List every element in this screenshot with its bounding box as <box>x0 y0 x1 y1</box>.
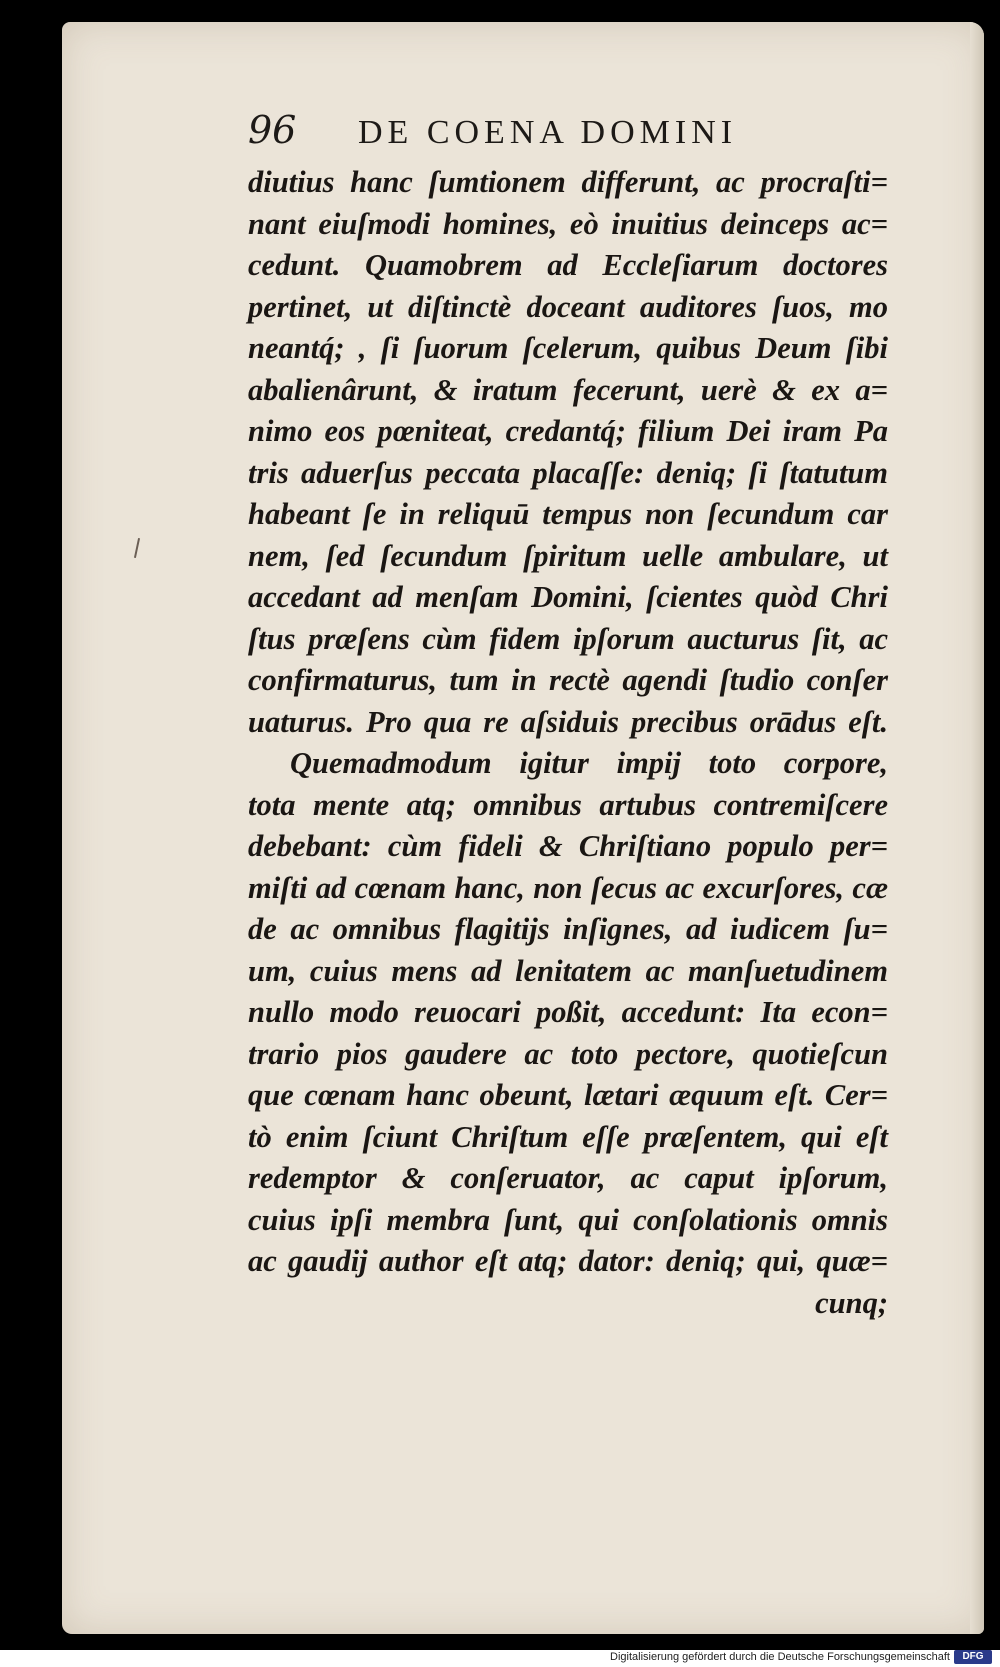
text-line: trario pios gaudere ac toto pectore, quotieſcun <box>248 1036 888 1071</box>
text-line: confirmaturus, tum in rectè agendi ſtudio conſer <box>248 663 888 697</box>
text-line: pertinet, ut diſtinctè doceant auditores ſuos, mo <box>248 289 888 324</box>
text-line: habeant ſe in reliquū tempus non ſecundum car <box>248 497 888 531</box>
text-line: tò enim ſciunt Chriſtum eſſe præſentem, qui eſt <box>248 1119 888 1154</box>
text-line: ac gaudij author eſt atq; dator: deniq; qui, quæ= <box>248 1244 888 1278</box>
text-line: que cœnam hanc obeunt, lætari æquum eſt. Cer= <box>248 1078 888 1112</box>
text-line: debebant: cùm fideli & Chriſtiano populo per= <box>248 829 888 863</box>
catchword: cunq; <box>815 1285 888 1320</box>
text-line: abalienârunt, & iratum fecerunt, uerè & ex a= <box>248 372 888 407</box>
running-head <box>248 108 848 158</box>
text-line: diutius hanc ſumtionem differunt, ac procraſti= <box>248 165 888 199</box>
text-line: nem, ſed ſecundum ſpiritum uelle ambulare, ut <box>248 538 888 573</box>
text-line: cedunt. Quamobrem ad Eccleſiarum doctores <box>248 248 888 282</box>
text-line: miſti ad cœnam hanc, non ſecus ac excurſores, cæ <box>248 870 888 905</box>
text-line: de ac omnibus flagitijs inſignes, ad iudicem ſu= <box>248 912 888 946</box>
page-number: 96 <box>248 108 297 152</box>
body-text <box>248 162 888 1324</box>
page-edge <box>970 22 984 1634</box>
text-line: neantq́; , ſi ſuorum ſcelerum, quibus Deum ſibi <box>248 331 888 365</box>
text-line: nullo modo reuocari poßit, accedunt: Ita econ= <box>248 995 888 1029</box>
text-line: redemptor & conſeruator, ac caput ipſorum, <box>248 1161 888 1195</box>
footer-credit: Digitalisierung gefördert durch die Deutsche Forschungsgemeinschaft <box>610 1651 950 1663</box>
text-line: uaturus. Pro qua re aſsiduis precibus orādus eſt. <box>248 704 888 739</box>
text-line: cuius ipſi membra ſunt, qui conſolationis omnis <box>248 1202 888 1237</box>
text-line: nimo eos pœniteat, credantq́; filium Dei iram Pa <box>248 414 888 448</box>
dfg-logo: DFG <box>954 1650 992 1664</box>
text-line: nant eiuſmodi homines, eò inuitius deinceps ac= <box>248 206 888 241</box>
text-line: um, cuius mens ad lenitatem ac manſuetudinem <box>248 953 888 988</box>
text-line: tota mente atq; omnibus artubus contremiſcere <box>248 787 888 822</box>
text-line: ſtus præſens cùm fidem ipſorum aucturus ſit, ac <box>248 621 888 656</box>
paragraph-start-line: Quemadmodum igitur impij toto corpore, <box>290 746 888 780</box>
text-line: accedant ad menſam Domini, ſcientes quòd Chri <box>248 580 888 614</box>
running-title: DE COENA DOMINI <box>358 114 738 151</box>
text-line: tris aduerſus peccata placaſſe: deniq; ſi ſtatutum <box>248 455 888 490</box>
